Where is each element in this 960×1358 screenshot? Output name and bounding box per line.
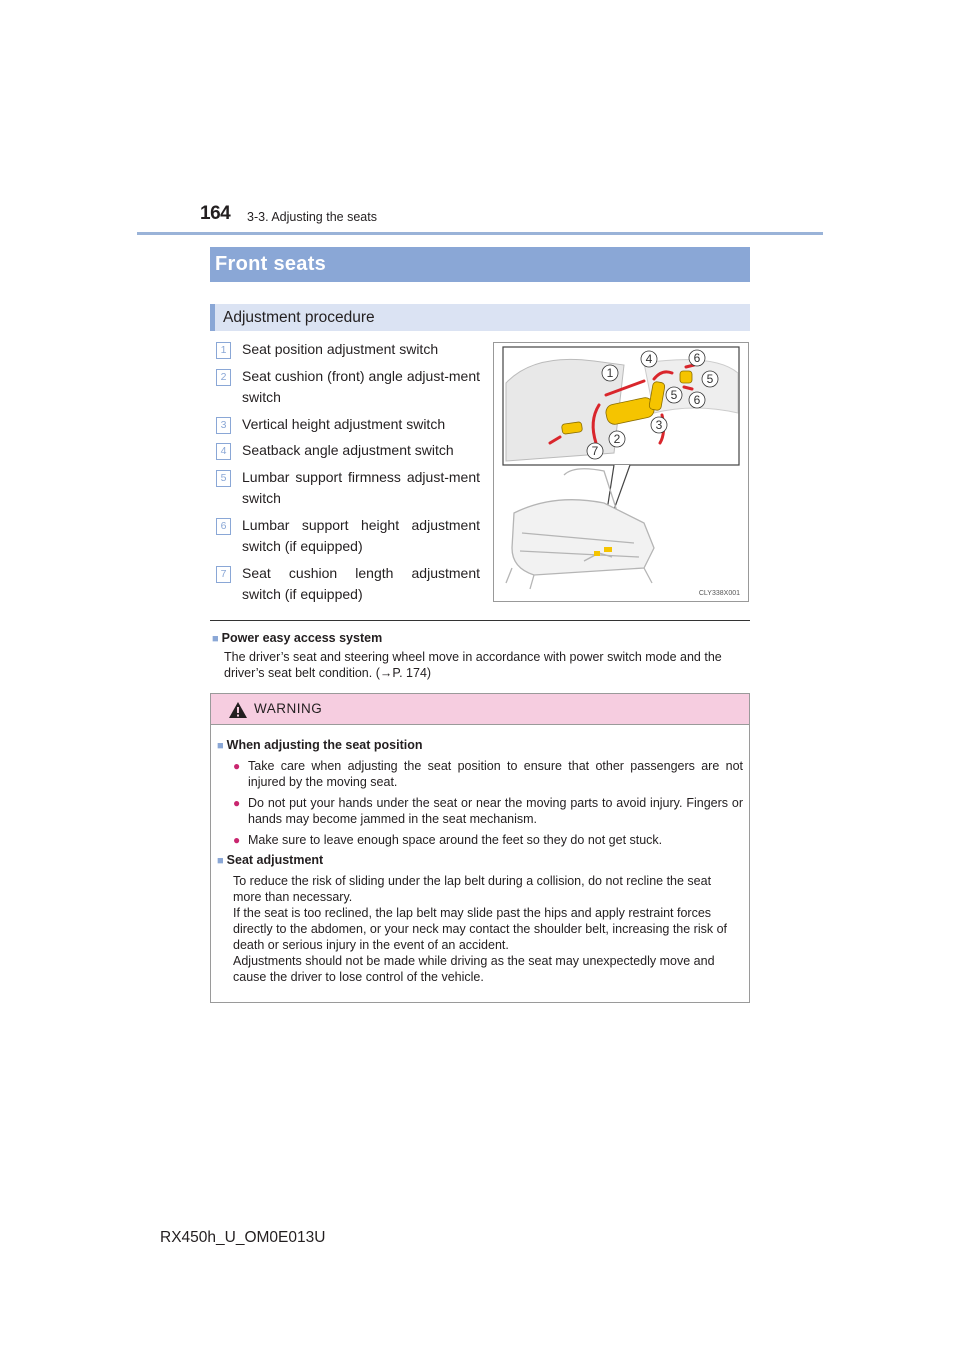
header-rule (137, 232, 823, 235)
list-item (216, 563, 480, 606)
warning-paragraph: To reduce the risk of sliding under the lap belt during a collision, do not recline the seat more than necessary. (233, 874, 712, 904)
list-item (216, 366, 480, 409)
footer-model-code: RX450h_U_OM0E013U (160, 1229, 326, 1246)
note-title: ■ Power easy access system (212, 631, 383, 645)
warning-title: WARNING (254, 701, 323, 716)
callout-label: 5 (670, 388, 678, 402)
square-bullet-icon: ■ (212, 633, 219, 645)
warning-subheading: ■ When adjusting the seat position (217, 738, 423, 752)
item-text: Seat position adjustment switch (242, 341, 439, 357)
square-bullet-icon: ■ (217, 855, 224, 867)
list-item (216, 440, 480, 462)
list-item (216, 414, 480, 436)
list-item (216, 467, 480, 510)
section-divider (210, 620, 750, 621)
callout-label: 4 (645, 352, 653, 366)
note-body: The driver’s seat and steering wheel move in accordance with power switch mode and the driver’s seat belt condition. (→P. 174) (224, 650, 722, 680)
item-text: Seatback angle adjustment switch (242, 442, 454, 458)
full-seat-outline (506, 469, 654, 589)
item-text: Seat cushion (front) angle adjust-ment switch (242, 367, 480, 405)
seat-switch-small-2 (604, 547, 612, 552)
item-number-badge: 3 (216, 417, 231, 434)
item-text: Lumbar support firmness adjust-ment switch (242, 468, 480, 506)
warning-bullet: ● Take care when adjusting the seat position to ensure that other passengers are not injured by the moving seat. (233, 759, 743, 789)
warning-triangle-icon (229, 702, 247, 718)
subsection-heading: Adjustment procedure (210, 304, 750, 331)
list-item (216, 339, 480, 361)
bullet-dot-icon: ● (233, 796, 241, 810)
callout-label: 6 (693, 351, 701, 365)
seat-illustration-svg (494, 343, 748, 601)
list-item (216, 515, 480, 558)
item-text: Vertical height adjustment switch (242, 415, 446, 432)
item-number-badge: 6 (216, 518, 231, 535)
section-title: 3-3. Adjusting the seats (247, 210, 377, 224)
warning-paragraph: Adjustments should not be made while driving as the seat may unexpectedly move and cause the driver to lose control of the vehicle. (233, 954, 715, 984)
arrow-lumbar-down (684, 387, 692, 389)
item-number-badge: 7 (216, 566, 231, 583)
seat-switch-small-1 (594, 551, 600, 556)
callout-label: 1 (606, 366, 614, 380)
figure-code: CLY338X001 (698, 590, 740, 597)
warning-content (211, 725, 749, 985)
item-text: Seat cushion length adjustment switch (if equipped) (242, 564, 480, 602)
lumbar-support-switch (680, 371, 692, 383)
item-number-badge: 5 (216, 470, 231, 487)
bullet-dot-icon: ● (233, 833, 241, 847)
callout-label: 2 (613, 432, 621, 446)
arrow-lumbar-up (686, 365, 694, 367)
item-number-badge: 1 (216, 342, 231, 359)
item-number-badge: 2 (216, 369, 231, 386)
seat-switch-illustration (493, 342, 749, 602)
bullet-dot-icon: ● (233, 759, 241, 773)
callout-label: 5 (706, 372, 714, 386)
section-heading: Front seats (210, 247, 750, 282)
callout-label: 6 (693, 393, 701, 407)
item-text: Lumbar support height adjustment switch (if equipped) (242, 516, 480, 554)
warning-bullet: ● Do not put your hands under the seat or near the moving parts to avoid injury. Fingers or hands may become jammed in the seat mechanism. (233, 796, 743, 826)
warning-paragraph: If the seat is too reclined, the lap belt may slide past the hips and apply restraint forces directly to the abdomen, or your neck may contact the shoulder belt, increasing the risk of death or serious injury in the event of an accident. (233, 906, 728, 952)
callout-label: 7 (591, 444, 599, 458)
switch-list (216, 339, 480, 611)
warning-box (210, 693, 750, 1003)
square-bullet-icon: ■ (217, 740, 224, 752)
page-number: 164 (200, 203, 231, 224)
warning-subheading: ■ Seat adjustment (217, 853, 324, 867)
warning-bullet: ● Make sure to leave enough space around the feet so they do not get stuck. (233, 833, 663, 847)
item-number-badge: 4 (216, 443, 231, 460)
note-power-easy-access (212, 631, 748, 681)
warning-header (211, 694, 749, 725)
callout-label: 3 (655, 418, 663, 432)
